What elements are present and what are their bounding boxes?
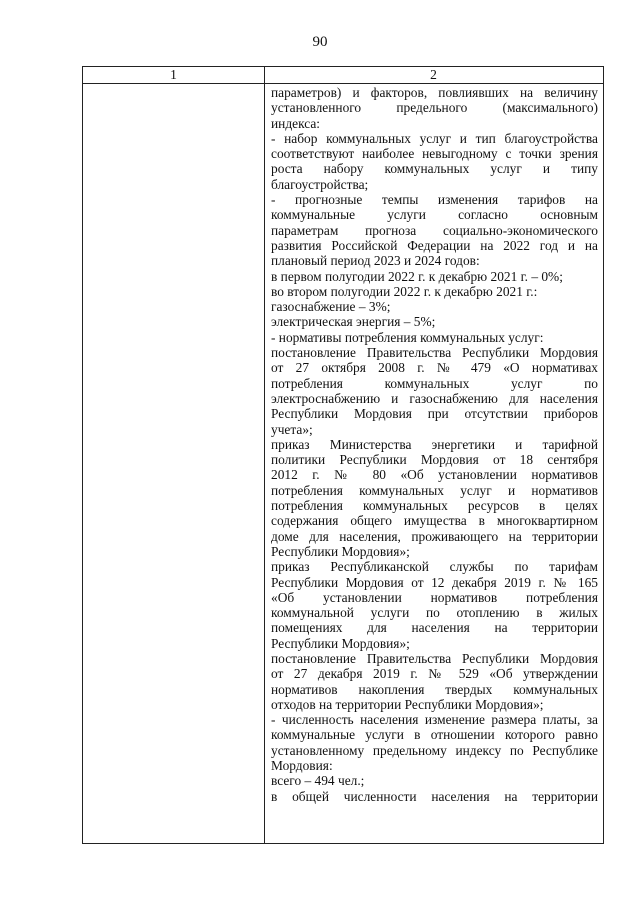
text-line: потребления коммунальных услуг по: [271, 375, 598, 391]
text-line: установленного предельного (максимального): [271, 100, 598, 116]
text-line: в общей численности населения на территории: [271, 788, 598, 804]
text-line: параметров) и факторов, повлиявших на величину: [271, 85, 598, 100]
text-line: соответствуют наиболее невыгодному с точки зрения: [271, 146, 598, 162]
text-line: - прогнозные темпы изменения тарифов на: [271, 192, 598, 208]
text-line: Республики Мордовия»;: [271, 635, 410, 651]
text-line: роста набору коммунальных услуг и типу: [271, 161, 598, 177]
column-divider: [264, 67, 265, 843]
text-line: Мордовия:: [271, 758, 333, 774]
text-line: благоустройства;: [271, 176, 369, 192]
text-line: газоснабжение – 3%;: [271, 299, 391, 315]
text-line: от 27 декабря 2019 г. № 529 «Об утверждении: [271, 666, 598, 682]
text-line: отходов на территории Республики Мордовия»;: [271, 696, 544, 712]
text-line: - нормативы потребления коммунальных услуг:: [271, 329, 544, 345]
text-line: от 27 октября 2008 г. № 479 «О нормативах: [271, 360, 598, 376]
page-number: 90: [312, 34, 328, 50]
text-line: электроснабжению и газоснабжению для населения: [271, 390, 598, 406]
text-line: постановление Правительства Республики Мордовия: [271, 345, 598, 361]
text-line: помещениях для населения на территории: [271, 620, 598, 636]
document-table: [82, 66, 604, 844]
text-line: коммунальные услуги в отношении которого равно: [271, 727, 598, 743]
text-line: постановление Правительства Республики Мордовия: [271, 650, 598, 666]
text-line: параметрам прогноза социально-экономического: [271, 222, 598, 238]
text-line: коммунальные услуги согласно основным: [271, 207, 598, 223]
text-line: - набор коммунальных услуг и тип благоустройства: [271, 130, 598, 146]
text-line: электрическая энергия – 5%;: [271, 314, 436, 330]
text-line: во втором полугодии 2022 г. к декабрю 2021 г.:: [271, 283, 538, 299]
text-line: плановый период 2023 и 2024 годов:: [271, 253, 480, 269]
text-line: доме для населения, проживающего на территории: [271, 528, 598, 544]
text-line: содержания общего имущества в многоквартирном: [271, 513, 598, 529]
text-line: потребления коммунальных ресурсов в целях: [271, 498, 598, 514]
text-line: политики Республики Мордовия от 18 сентября: [271, 452, 598, 468]
text-line: потребления коммунальных услуг и нормативов: [271, 482, 598, 498]
text-line: в первом полугодии 2022 г. к декабрю 2021 г. – 0%;: [271, 268, 563, 284]
table-cell-column-2: [271, 85, 598, 804]
text-line: Республики Мордовия»;: [271, 543, 410, 559]
text-line: «Об установлении нормативов потребления: [271, 589, 598, 605]
text-line: Республики Мордовия при отсутствии приборов: [271, 406, 598, 422]
text-line: - численность населения изменение размера платы, за: [271, 712, 598, 728]
column-header-1: 1: [170, 67, 177, 82]
text-line: приказ Министерства энергетики и тарифной: [271, 436, 598, 452]
text-line: учета»;: [271, 421, 313, 437]
text-line: индекса:: [271, 115, 321, 131]
text-line: 2012 г. № 80 «Об установлении нормативов: [271, 467, 598, 483]
text-line: всего – 494 чел.;: [271, 773, 365, 789]
text-line: нормативов накопления твердых коммунальных: [271, 681, 598, 697]
text-line: развития Российской Федерации на 2022 год и на: [271, 237, 598, 253]
text-line: приказ Республиканской службы по тарифам: [271, 559, 598, 575]
table-header-row: [83, 67, 603, 84]
column-header-2: 2: [430, 67, 437, 82]
text-line: коммунальной услуги по отоплению в жилых: [271, 605, 598, 621]
text-line: Республики Мордовия от 12 декабря 2019 г. № 165: [271, 574, 598, 590]
text-line: установленному предельному индексу по Республике: [271, 742, 598, 758]
